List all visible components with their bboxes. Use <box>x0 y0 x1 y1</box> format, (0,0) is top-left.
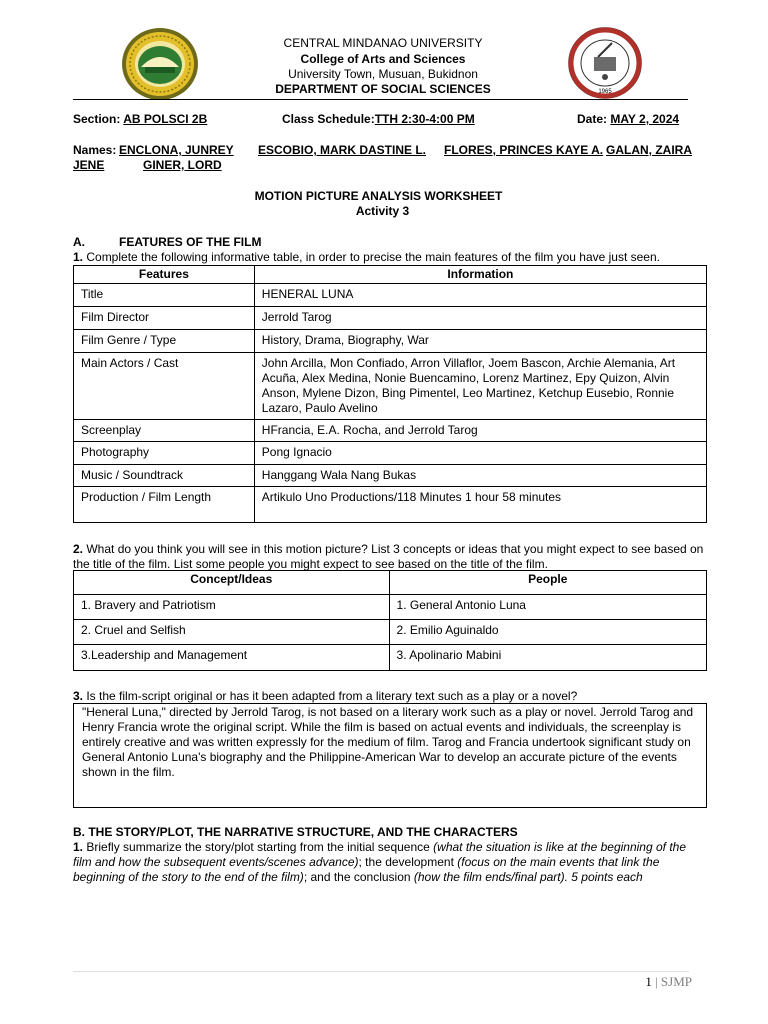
table-row <box>74 284 707 307</box>
worksheet-title: MOTION PICTURE ANALYSIS WORKSHEET <box>254 189 503 203</box>
section-field <box>73 112 207 127</box>
feature-cell: Main Actors / Cast <box>74 353 255 420</box>
feature-cell: Photography <box>74 442 255 465</box>
b-q1-number: 1. <box>73 840 84 854</box>
b-q1-italic3: (how the film ends/final part). 5 points each <box>413 870 643 884</box>
page-footer <box>645 974 692 990</box>
concept-cell: 1. Bravery and Patriotism <box>74 595 390 620</box>
q2-number: 2. <box>73 542 84 556</box>
feature-cell: Film Genre / Type <box>74 330 255 353</box>
b-q1-part2: ; the development <box>358 855 458 869</box>
features-header: Features <box>74 266 255 284</box>
section-label: Section: <box>73 112 121 126</box>
college-name: College of Arts and Sciences <box>300 52 466 66</box>
feature-cell: Film Director <box>74 307 255 330</box>
table-row <box>74 620 707 645</box>
schedule-value: TTH 2:30-4:00 PM <box>374 112 475 126</box>
table-row <box>74 442 707 465</box>
university-seal-logo <box>121 27 199 101</box>
table-row <box>74 307 707 330</box>
table-row <box>74 353 707 420</box>
people-cell: 1. General Antonio Luna <box>389 595 706 620</box>
table-header-row <box>74 266 707 284</box>
info-cell: Pong Ignacio <box>254 442 706 465</box>
information-header: Information <box>254 266 706 284</box>
header-divider <box>73 99 688 100</box>
q3-answer-box: "Heneral Luna," directed by Jerrold Tarog, is not based on a literary work such as a play or novel. Jerrold Tarog and Henry Francia wrote the original script. While the film is based on actual events and individuals, the screenplay is entirely creative and was written expressly for the medium of film. Tarog and Francia undertook significant study on General Antonio Luna's biography and the Philippine-American War to develop an accurate picture of the events shown in the film. <box>73 703 707 808</box>
activity-number: Activity 3 <box>355 204 410 218</box>
name-flores: FLORES, PRINCES KAYE A. <box>444 143 604 157</box>
q1-number: 1. <box>73 250 84 264</box>
table-row <box>74 487 707 523</box>
b-q1-part1: Briefly summarize the story/plot starting from the initial sequence <box>83 840 434 854</box>
info-cell: John Arcilla, Mon Confiado, Arron Villaflor, Joem Bascon, Archie Alemania, Art Acuña, Alex Medina, Nonie Buencamino, Lorenz Martinez, Epy Quizon, Alvin Anson, Mylene Dizon, Bing Pimentel, Leo Martinez, Ketchup Eusebio, Ronnie Lazaro, Paulo Avelino <box>254 353 706 420</box>
table-row <box>74 420 707 442</box>
schedule-label: Class Schedule: <box>282 112 375 126</box>
date-label: Date: <box>577 112 608 126</box>
people-cell: 2. Emilio Aguinaldo <box>389 620 706 645</box>
info-cell: Jerrold Tarog <box>254 307 706 330</box>
q3-number: 3. <box>73 689 84 703</box>
question-3 <box>73 689 577 704</box>
feature-cell: Music / Soundtrack <box>74 465 255 487</box>
features-table <box>73 265 707 523</box>
info-cell: HFrancia, E.A. Rocha, and Jerrold Tarog <box>254 420 706 442</box>
names-label: Names: <box>73 143 117 157</box>
q2-text: What do you think you will see in this motion picture? List 3 concepts or ideas that you might expect to see based on the title of the film. List some people you might expect to see based on the title of the film. <box>73 542 704 571</box>
table-row <box>74 330 707 353</box>
feature-cell: Title <box>74 284 255 307</box>
b-q1-italic2: (focus on the main events that link the beginning of the story to the end of the film) <box>73 855 660 884</box>
section-value: AB POLSCI 2B <box>123 112 208 126</box>
table-row <box>74 595 707 620</box>
name-galan: GALAN, ZAIRA <box>606 143 692 157</box>
section-b-heading: B. THE STORY/PLOT, THE NARRATIVE STRUCTURE, AND THE CHARACTERS <box>73 825 518 839</box>
concepts-table <box>73 570 707 671</box>
department-name: DEPARTMENT OF SOCIAL SCIENCES <box>275 82 491 96</box>
people-cell: 3. Apolinario Mabini <box>389 645 706 671</box>
info-cell: Hanggang Wala Nang Bukas <box>254 465 706 487</box>
concept-header: Concept/Ideas <box>74 571 390 595</box>
section-a-heading: FEATURES OF THE FILM <box>119 235 262 249</box>
university-name: CENTRAL MINDANAO UNIVERSITY <box>283 36 483 50</box>
table-row <box>74 645 707 671</box>
concept-cell: 2. Cruel and Selfish <box>74 620 390 645</box>
feature-cell: Screenplay <box>74 420 255 442</box>
seal-year: 1965 <box>598 89 612 95</box>
people-header: People <box>389 571 706 595</box>
schedule-field <box>282 112 475 127</box>
footer-divider <box>73 971 689 972</box>
section-b-question-1 <box>73 840 693 885</box>
info-cell: HENERAL LUNA <box>254 284 706 307</box>
q1-text: Complete the following informative table, in order to precise the main features of the film you have just seen. <box>83 250 660 264</box>
b-q1-part3: ; and the conclusion <box>303 870 414 884</box>
footer-initials: SJMP <box>660 974 692 989</box>
page-number: 1 <box>645 974 652 989</box>
table-row <box>74 465 707 487</box>
name-giner: GINER, LORD <box>143 158 222 172</box>
question-2 <box>73 542 713 572</box>
university-address: University Town, Musuan, Bukidnon <box>288 67 478 81</box>
feature-cell: Production / Film Length <box>74 487 255 523</box>
name-escobio: ESCOBIO, MARK DASTINE L. <box>258 143 427 157</box>
info-cell: Artikulo Uno Productions/118 Minutes 1 hour 58 minutes <box>254 487 706 523</box>
b-q1-italic1: (what the situation is like at the beginning of the film and how the subsequent events/scenes advance) <box>73 840 686 869</box>
concept-cell: 3.Leadership and Management <box>74 645 390 671</box>
question-1-a <box>73 250 660 265</box>
name-enclona: ENCLONA, JUNREY <box>119 143 234 157</box>
date-field <box>577 112 679 127</box>
table-header-row <box>74 571 707 595</box>
q3-text: Is the film-script original or has it been adapted from a literary text such as a play or a novel? <box>83 689 578 703</box>
college-seal-logo <box>568 27 642 99</box>
footer-separator: | <box>655 974 658 989</box>
date-value: MAY 2, 2024 <box>610 112 680 126</box>
info-cell: History, Drama, Biography, War <box>254 330 706 353</box>
section-a-letter: A. <box>73 235 85 249</box>
name-galan-cont: JENE <box>73 158 105 172</box>
